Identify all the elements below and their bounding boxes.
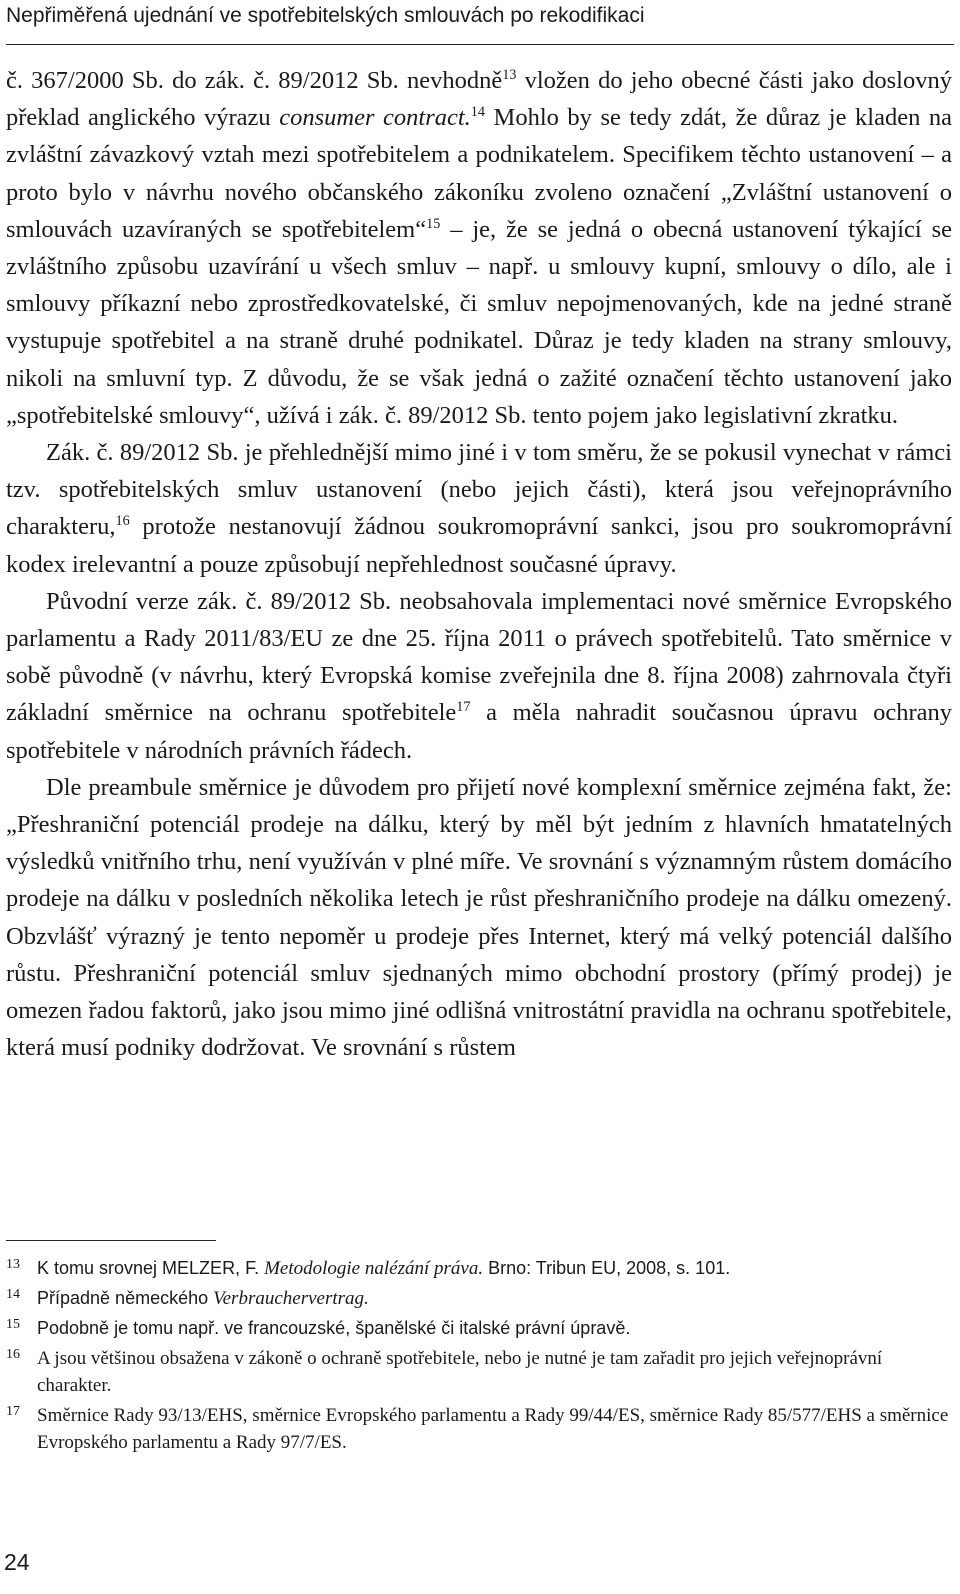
body-text (6, 62, 952, 1066)
footnote-number: 13 (6, 1257, 20, 1272)
paragraph (6, 769, 952, 1067)
page-number: 24 (4, 1549, 30, 1575)
footnote-text: A jsou většinou obsažena v zákoně o ochraně spotřebitele, nebo je nutné je tam zařadit pro jejich veřejnoprávní charakter. (37, 1348, 883, 1396)
paragraph-text: vložen do jeho obecné části jako doslovný překlad anglického výrazu (6, 67, 952, 132)
footnote-ref[interactable]: 15 (426, 215, 441, 232)
paragraph-text: Mohlo by se tedy zdát, že důraz je kladen na zvláštní závazkový vztah mezi spotřebitelem a podnikatelem. Specifikem těchto ustanovení – a proto bylo v návrhu nového občanského zákoníku zvoleno označení „Zvláštní ustanovení o smlouvách uzavíraných se spotřebitelem“ (6, 104, 952, 243)
emphasis-text: consumer contract. (279, 104, 471, 132)
footnote-ref[interactable]: 13 (502, 66, 517, 83)
footnote (6, 1402, 952, 1456)
paragraph-text: Dle preambule směrnice je důvodem pro přijetí nové komplexní směrnice zejména fakt, že: „Přeshraniční potenciál prodeje na dálku, který by měl být jedním z hlavních hmatatelných výsledků vnitřního trhu, není využíván v plné míře. Ve srovnání s významným růstem domácího prodeje na dálku v posledních několika letech je růst přeshraničního prodeje na dálku omezený. Obzvlášť výrazný je tento nepoměr u prodeje přes Internet, který má velký potenciál dalšího růstu. Přeshraniční potenciál smluv sjednaných mimo obchodní prostory (přímý prodej) je omezen řadou faktorů, jako jsou mimo jiné odlišná vnitrostátní pravidla na ochranu spotřebitele, která musí podniky dodržovat. Ve srovnání s růstem (6, 773, 952, 1062)
paragraph-text: Původní verze zák. č. 89/2012 Sb. neobsahovala implementaci nové směrnice Evropského parlamentu a Rady 2011/83/EU ze dne 25. října 2011 o právech spotřebitelů. Tato směrnice v sobě původně (v návrhu, který Evropská komise zveřejnila dne 8. října 2008) zahrnovala čtyři základní směrnice na ochranu spotřebitele (6, 587, 952, 727)
footnote (6, 1255, 952, 1282)
emphasis-text: Verbrauchervertrag. (213, 1288, 369, 1309)
footnote (6, 1315, 952, 1342)
paragraph-text: Zák. č. 89/2012 Sb. je přehlednější mimo jiné i v tom směru, že se pokusil vynechat v rámci tzv. spotřebitelských smluv ustanovení (nebo jejich části), která jsou veřejnoprávního charakteru, (6, 439, 952, 541)
footnote-ref[interactable]: 14 (470, 103, 485, 120)
footnote-number: 16 (6, 1347, 20, 1362)
paragraph-text: a měla nahradit současnou úpravu ochrany spotřebitele v národních právních řádech. (6, 699, 953, 764)
footnote-number: 15 (6, 1317, 20, 1332)
paragraph (6, 583, 952, 769)
footnotes (6, 1255, 952, 1459)
paragraph-text: č. 367/2000 Sb. do zák. č. 89/2012 Sb. nevhodně (6, 67, 503, 94)
footnote-ref[interactable]: 17 (456, 699, 471, 716)
footnote-text: Podobně je tomu např. ve francouzské, španělské či italské právní úpravě. (37, 1318, 631, 1338)
footnote-number: 17 (6, 1404, 20, 1419)
footnote-number: 14 (6, 1287, 20, 1302)
footnote (6, 1285, 952, 1312)
footnote-text: K tomu srovnej MELZER, F. Metodologie nalézání práva. Brno: Tribun EU, 2008, s. 101. (37, 1258, 731, 1279)
footnote-ref[interactable]: 16 (115, 513, 130, 530)
footnote-separator (6, 1240, 216, 1241)
paragraph (6, 434, 952, 583)
running-header-title: Nepřiměřená ujednání ve spotřebitelských smlouvách po rekodifikaci (6, 4, 645, 27)
running-header (6, 2, 954, 45)
paragraph (6, 62, 952, 434)
footnote-text: Směrnice Rady 93/13/EHS, směrnice Evropského parlamentu a Rady 99/44/ES, směrnice Rady 85/577/EHS a směrnice Evropského parlamentu a Rady 97/7/ES. (37, 1405, 949, 1453)
footnote-text: Případně německého Verbrauchervertrag. (37, 1288, 369, 1309)
footnote (6, 1345, 952, 1399)
paragraph-text: – je, že se jedná o obecná ustanovení týkající se zvláštního způsobu uzavírání u všech smluv – např. u smlouvy kupní, smlouvy o dílo, ale i smlouvy příkazní nebo zprostředkovatelské, či smluv nepojmenovaných, kde na jedné straně vystupuje spotřebitel a na straně druhé podnikatel. Důraz je tedy kladen na strany smlouvy, nikoli na smluvní typ. Z důvodu, že se však jedná o zažité označení těchto ustanovení jako „spotřebitelské smlouvy“, užívá i zák. č. 89/2012 Sb. tento pojem jako legislativní zkratku. (6, 215, 952, 429)
emphasis-text: Metodologie nalézání práva. (264, 1258, 484, 1279)
paragraph-text: protože nestanovují žádnou soukromoprávní sankci, jsou pro soukromoprávní kodex irelevantní a pouze způsobují nepřehlednost současné úpravy. (6, 513, 952, 578)
